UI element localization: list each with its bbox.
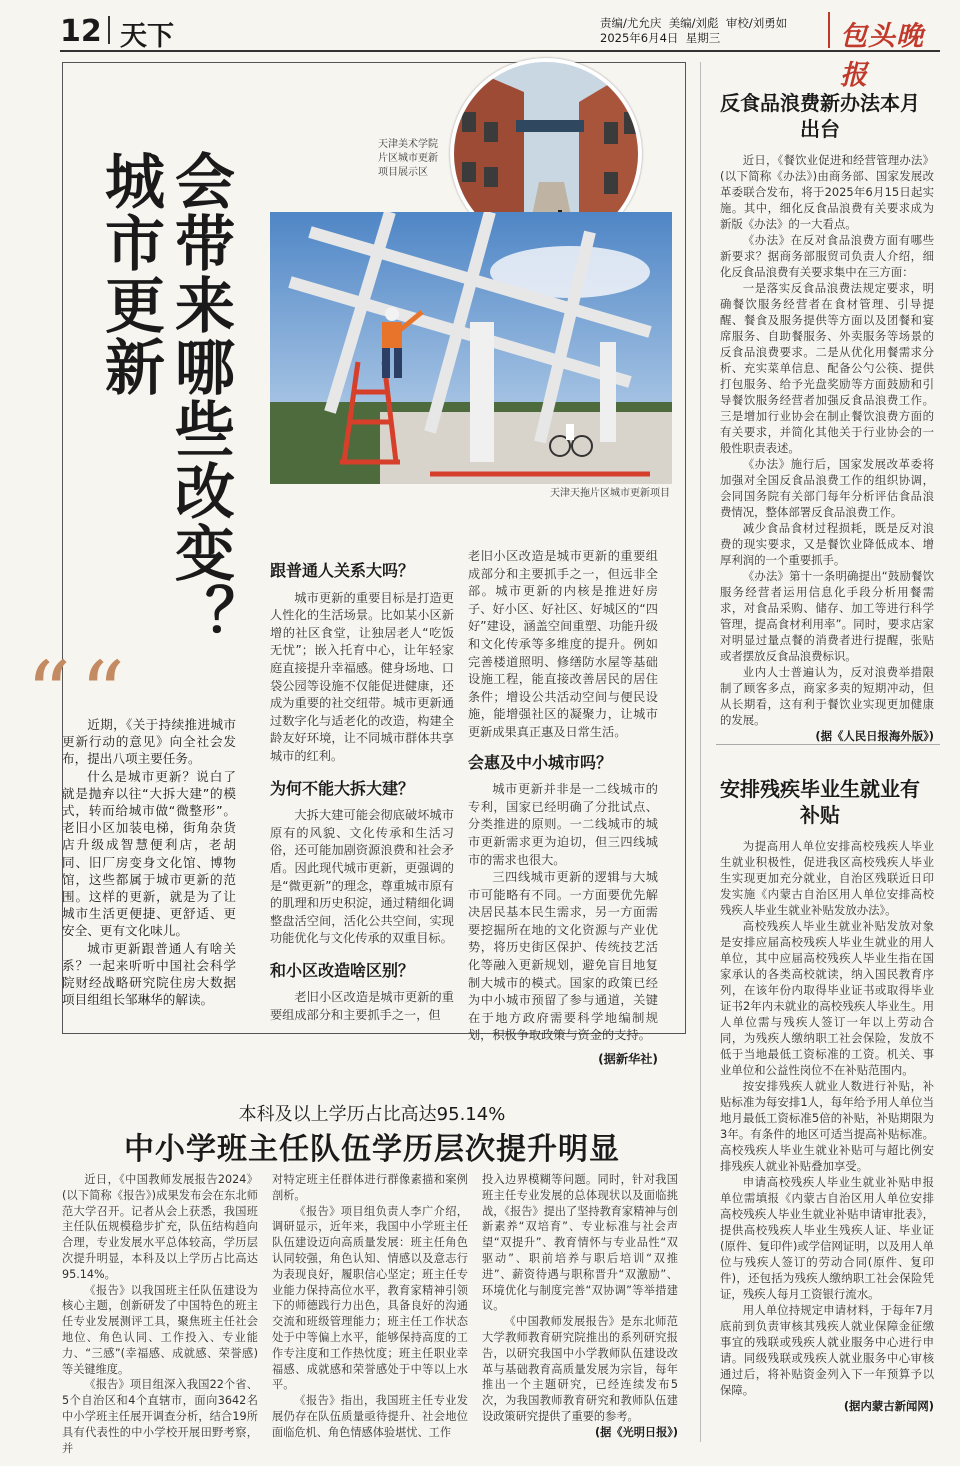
header-divider	[108, 16, 110, 44]
intro-paragraph: 近期，《关于持续推进城市更新行动的意见》向全社会发布，提出八项主要任务。	[62, 717, 236, 767]
body-paragraph: 《报告》项目组负责人李广介绍，调研显示，近年来，我国中小学班主任队伍建设迈向高质量发展：班主任角色认同较强，角色认知、情感以及意志行为表现良好，履职信心坚定；班主任专业能力保持高位水平，教育家精神引领下的师德践行力出色，具备良好的沟通交流和班级管理能力；班主任工作状态处于中等偏上水平，能够保持高度的工作专注度和工作热忱度；班主任职业幸福感、成就感和荣誉感处于中等以上水平。	[272, 1204, 468, 1392]
subhead-difference: 和小区改造啥区别？	[270, 960, 415, 980]
page-number: 12	[60, 14, 102, 49]
subhead-no-demolition: 为何不能大拆大建？	[270, 778, 415, 798]
body-paragraph: 《办法》施行后，国家发展改革委将加强对全国反食品浪费工作的组织协调，会同国务院有关部门每年分析评估食品浪费情况，整体部署反食品浪费工作。	[720, 457, 934, 519]
body-paragraph: 为提高用人单位安排高校残疾人毕业生就业积极性，促进我区高校残疾人毕业生实现更加充分就业，自治区残联近日印发实施《内蒙古自治区用人单位安排高校残疾人毕业生就业补贴发放办法》。	[720, 839, 934, 917]
body-paragraph: 按安排残疾人就业人数进行补贴，补贴标准为每安排1人，每年给予用人单位当地月最低工资标准5倍的补贴，补贴期限为3年。有条件的地区可适当提高补贴标准。高校残疾人毕业生就业补贴可与超比例安排残疾人就业补贴叠加享受。	[720, 1079, 934, 1173]
body-paragraph: 用人单位持规定申请材料，于每年7月底前到负责审核其残疾人就业保障金征缴事宜的残联或残疾人就业服务中心进行申请。同级残联或残疾人就业服务中心审核通过后，将补贴资金列入下一年预算予以保障。	[720, 1303, 934, 1397]
teacher-story-column-1	[62, 1172, 258, 1456]
construction-photo	[270, 212, 672, 484]
body-paragraph: 近日，《中国教师发展报告2024》(以下简称《报告》)成果发布会在东北师范大学召开。记者从会上获悉，我国班主任队伍规模稳步扩充，队伍结构趋向合理，专业发展水平总体较高，学历层次提升明显，本科及以上学历占比高达95.14%。	[62, 1173, 258, 1281]
teacher-story-subtitle: 本科及以上学历占比高达95.14%	[238, 1104, 506, 1125]
teacher-story-column-2	[272, 1172, 468, 1441]
quote-mark-right: “	[80, 642, 125, 745]
body-paragraph: 《报告》以我国班主任队伍建设为核心主题，创新研发了中国特色的班主任专业发展测评工具，聚焦班主任社会地位、角色认同、工作投入、专业能力、“三感”(幸福感、成就感、荣誉感)等关键维度。	[62, 1283, 258, 1376]
main-story-column-b	[468, 548, 658, 1069]
body-paragraph: 老旧小区改造是城市更新的重要组成部分和主要抓手之一，但	[270, 990, 454, 1023]
main-story-intro	[62, 716, 236, 1008]
body-paragraph: 《报告》项目组深入我国22个省、5个自治区和4个直辖市，面向3642名中小学班主任展开调查分析，结合19所具有代表性的中小学校开展田野考察，并	[62, 1378, 258, 1455]
main-story-column-a	[270, 556, 454, 1025]
main-title-line2: 会带来哪些改变？	[165, 150, 235, 646]
reviewer: 审校/刘勇如	[725, 16, 788, 30]
art-editor: 美编/刘彪	[668, 16, 719, 30]
body-paragraph: 申请高校残疾人毕业生就业补贴申报单位需填报《内蒙古自治区用人单位安排高校残疾人毕业生就业补贴申请审批表》，提供高校残疾人毕业生残疾人证、毕业证(原件、复印件)或学信网证明，以及用人单位与残疾人签订的劳动合同(原件、复印件)，还包括为残疾人缴纳职工社会保险凭证，残疾人每月工资银行流水。	[720, 1175, 934, 1301]
body-paragraph: 《办法》第十一条明确提出“鼓励餐饮服务经营者运用信息化手段分析用餐需求，对食品采购、储存、加工等进行科学管理，提高食材利用率”。同时，要求店家对明显过量点餐的消费者进行提醒，张贴或者摆放反食品浪费标识。	[720, 569, 934, 663]
body-paragraph: 高校残疾人毕业生就业补贴发放对象是安排应届高校残疾人毕业生就业的用人单位，其中应届高校残疾人毕业生指在国家承认的各类高校就读，纳入国民教育序列，在该年份内取得毕业证书或取得毕业证书2年内未就业的高校残疾人毕业生。用人单位需与残疾人签订一年以上劳动合同，为残疾人缴纳职工社会保险，发放不低于当地最低工资标准的工资。机关、事业单位和公益性岗位不在补贴范围内。	[720, 919, 934, 1077]
body-paragraph: 城市更新的重要目标是打造更人性化的生活场景。比如某小区新增的社区食堂，让独居老人“吃饭无忧”；嵌入托育中心，让年轻家庭直接提升幸福感。健身场地、口袋公园等设施不仅能促进健康，还成为重要的社交纽带。城市更新通过数字化与适老化的改造，构建全龄友好环境，让不同城市群体共享城市的红利。	[270, 590, 454, 763]
main-title-line1: 城市更新	[95, 150, 165, 398]
editor-credits	[600, 16, 787, 46]
body-paragraph: 近日，《餐饮业促进和经营管理办法》(以下简称《办法》)由商务部、国家发展改革委联合发布，将于2025年6月15日起实施。其中，细化反食品浪费有关要求成为新版《办法》的一大看点。	[720, 153, 934, 231]
disability-jobs-body	[720, 838, 934, 1414]
body-paragraph: 《中国教师发展报告》是东北师范大学教师教育研究院推出的系列研究报告，以研究我国中小学教师队伍建设改革与基础教育高质量发展为宗旨，每年推出一个主题研究，已经连续发布5次，为我国教师教育研究和教师队伍建设政策研究提供了重要的参考。	[482, 1315, 678, 1423]
photo1-caption: 天津美术学院片区城市更新项目展示区	[378, 139, 438, 178]
story-divider	[716, 744, 940, 745]
source-credit: (据内蒙古新闻网)	[843, 1399, 934, 1413]
brand-divider	[828, 12, 830, 48]
pergola-construction-illustration	[270, 212, 672, 484]
teacher-story-headline: 中小学班主任队伍学历层次提升明显	[124, 1132, 620, 1167]
teacher-story-column-3	[482, 1172, 678, 1441]
column-divider	[700, 62, 701, 1442]
source-credit: (据《人民日报海外版》)	[815, 729, 934, 743]
body-paragraph: 城市更新并非是一二线城市的专利，国家已经明确了分批试点、分类推进的原则。一二线城市的城市更新需求更为迫切，但三四线城市的需求也很大。	[468, 782, 658, 867]
body-paragraph: 投入边界模糊等问题。同时，针对我国班主任专业发展的总体现状以及面临挑战，《报告》提出了坚持教育家精神与创新素养“双培育”、专业标准与社会声望“双提升”、教育情怀与专业品性“双驱动”、职前培养与职后培训“双推进”、薪资待遇与职称晋升“双激励”、环境优化与制度完善“双协调”等举措建议。	[482, 1173, 678, 1313]
page-header	[60, 10, 940, 91]
source-credit: (据新华社)	[598, 1052, 658, 1067]
body-paragraph: 大拆大建可能会彻底破坏城市原有的风貌、文化传承和生活习俗，还可能加剧资源浪费和社会矛盾。因此现代城市更新，更强调的是“微更新”的理念，尊重城市原有的肌理和历史积淀，通过精细化调整盘活空间，活化公共空间，实现功能优化与文化传承的双重目标。	[270, 808, 454, 946]
body-paragraph: 《报告》指出，我国班主任专业发展仍存在队伍质量亟待提升、社会地位面临危机、角色情感体验堪忧、工作	[272, 1394, 468, 1439]
subhead-small-cities: 会惠及中小城市吗？	[468, 752, 613, 772]
intro-paragraph: 什么是城市更新？说白了就是抛弃以往“大拆大建”的模式，转而给城市做“微整形”。老旧小区加装电梯，街角杂货店升级成智慧便利店，老胡同、旧厂房变身文化馆、博物馆，这些都属于城市更新的范围。这样的更新，就是为了让城市生活更便捷、更舒适、更安全、更有文化味儿。	[62, 768, 236, 939]
body-paragraph: 老旧小区改造是城市更新的重要组成部分和主要抓手之一，但远非全部。城市更新的内核是推进好房子、好小区、好社区、好城区的“四好”建设，涵盖空间重塑、功能升级和文化传承等多维度的提升。例如完善楼道照明、修缮防水屋等基础设施工程，能直接改善居民的居住条件；增设公共活动空间与便民设施，能增强社区的凝聚力，让城市更新成果真正惠及日常生活。	[468, 549, 658, 739]
issue-date: 2025年6月4日	[600, 31, 679, 45]
issue-date-line	[600, 31, 787, 46]
intro-paragraph: 城市更新跟普通人有啥关系？一起来听听中国社会科学院财经战略研究院住房大数据项目组组长邹琳华的解读。	[62, 940, 236, 1008]
subhead-relevance: 跟普通人关系大吗？	[270, 561, 415, 580]
section-name: 天下	[120, 21, 174, 52]
photo2-caption: 天津天拖片区城市更新项目	[550, 488, 670, 499]
newspaper-logo: 包头晚报	[840, 21, 924, 91]
source-credit: (据《光明日报》)	[595, 1425, 678, 1439]
quote-mark-left: “	[26, 642, 71, 745]
food-waste-body	[720, 152, 934, 744]
body-paragraph: 对特定班主任群体进行群像素描和案例剖析。	[272, 1173, 468, 1202]
body-paragraph: 一是落实反食品浪费法规定要求，明确餐饮服务经营者在食材管理、引导提醒、餐食及服务提供等方面以及团餐和宴席服务、自助餐服务、外卖服务等场景的反食品浪费要求。二是从优化用餐需求分析、充实菜单信息、配备公勺公筷、提供打包服务、给予光盘奖励等方面鼓励和引导餐饮服务经营者加强反食品浪费工作。三是增加行业协会在制止餐饮浪费方面的有关要求，并简化其他关于行业协会的一般性职责表述。	[720, 281, 934, 455]
body-paragraph: 业内人士普遍认为，反对浪费举措限制了顾客多点，商家多卖的短期冲动，但从长期看，这有利于餐饮业实现更加健康的发展。	[720, 665, 934, 727]
food-waste-headline: 反食品浪费新办法本月出台	[720, 91, 920, 141]
body-paragraph: 减少食品食材过程损耗，既是反对浪费的现实要求，又是餐饮业降低成本、增厚利润的一个重要抓手。	[720, 521, 934, 567]
issue-weekday: 星期三	[685, 31, 721, 45]
disability-jobs-headline: 安排残疾毕业生就业有补贴	[720, 777, 920, 827]
body-paragraph: 三四线城市更新的逻辑与大城市可能略有不同。一方面要优先解决居民基本民生需求，另一方面需要挖掘所在地的文化资源与产业优势，将历史街区保护、传统技艺活化等融入更新规划，避免盲目地复制大城市的模式。国家的政策已经为中小城市预留了参与通道，关键在于地方政府需要科学地编制规划，积极争取政策与资金的支持。	[468, 870, 658, 1043]
editor: 责编/尤允庆	[600, 16, 662, 30]
body-paragraph: 《办法》在反对食品浪费方面有哪些新要求？据商务部服贸司负责人介绍，细化反食品浪费有关要求集中在三方面：	[720, 233, 934, 279]
